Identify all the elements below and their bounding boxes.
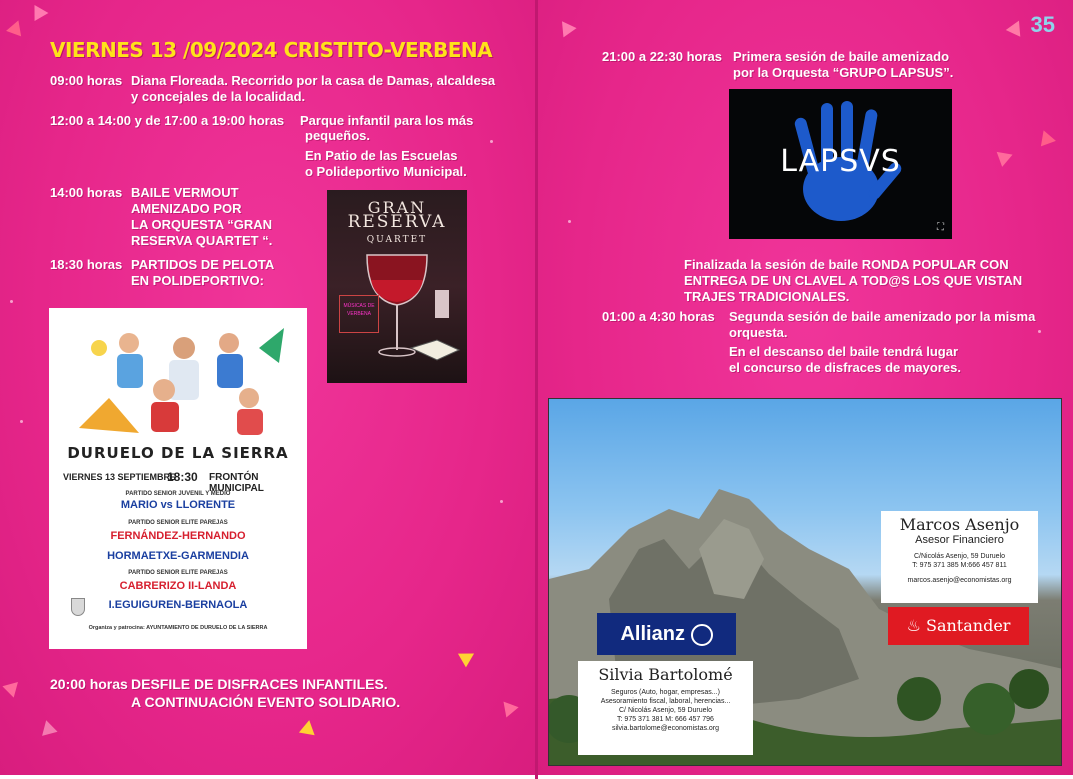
poster-category: PARTIDO SENIOR ELITE PAREJAS xyxy=(128,570,228,576)
event-text: BAILE VERMOUT xyxy=(131,185,239,200)
silvia-services: Seguros (Auto, hogar, empresas...) xyxy=(611,689,720,696)
event-text: o Polideportivo Municipal. xyxy=(305,164,467,179)
event-text: Diana Floreada. Recorrido por la casa de Damas, alcaldesa xyxy=(131,73,496,88)
confetti xyxy=(2,676,23,697)
confetti xyxy=(997,147,1016,167)
marcos-card xyxy=(881,511,1038,603)
gran-reserva-line3: QUARTET xyxy=(366,235,428,245)
event-text: pequeños. xyxy=(305,128,371,143)
speck xyxy=(490,140,493,143)
poster-match: CABRERIZO II-LANDA xyxy=(119,580,237,592)
confetti xyxy=(458,647,478,668)
allianz-text: Allianz xyxy=(620,623,685,645)
poster-match: HORMAETXE-GARMENDIA xyxy=(107,550,249,562)
allianz-eagle-icon xyxy=(691,624,713,646)
event-text: Primera sesión de baile amenizado xyxy=(733,49,950,64)
speck xyxy=(568,220,571,223)
event-time: 01:00 a 4:30 horas xyxy=(602,309,715,324)
event-text: y concejales de la localidad. xyxy=(131,89,306,104)
confetti xyxy=(555,17,576,38)
event-time: 09:00 horas xyxy=(50,73,123,88)
silvia-card xyxy=(578,661,753,755)
event-text: En el descanso del baile tendrá lugar xyxy=(729,344,959,359)
marcos-phone: T: 975 371 385 M:666 457 811 xyxy=(912,562,1007,569)
speck xyxy=(20,420,23,423)
poster-venue: FRONTÓN MUNICIPAL xyxy=(209,472,264,494)
event-text: TRAJES TRADICIONALES. xyxy=(684,289,850,304)
confetti xyxy=(38,718,57,736)
marcos-address: C/Nicolás Asenjo, 59 Duruelo xyxy=(913,553,1006,560)
event-text: PARTIDOS DE PELOTA xyxy=(131,257,275,272)
event-text: orquesta. xyxy=(729,325,788,340)
poster-match: I.EGUIGUREN-BERNAOLA xyxy=(108,599,248,611)
confetti xyxy=(6,18,26,37)
event-text: EN POLIDEPORTIVO: xyxy=(131,273,264,288)
silvia-phone: T: 975 371 381 M: 666 457 796 xyxy=(617,716,714,723)
event-text: DESFILE DE DISFRACES INFANTILES. xyxy=(131,676,388,692)
expand-icon[interactable]: ⛶ xyxy=(937,222,944,233)
poster-date: VIERNES 13 SEPTIEMBRE xyxy=(63,472,177,482)
event-time: 12:00 a 14:00 y de 17:00 a 19:00 horas xyxy=(50,113,285,128)
silvia-name: Silvia Bartolomé xyxy=(598,665,733,684)
wine-glass-icon xyxy=(327,190,467,383)
event-text: En Patio de las Escuelas xyxy=(305,148,458,163)
speck xyxy=(500,500,503,503)
event-text: ENTREGA DE UN CLAVEL A TOD@S LOS QUE VISTAN xyxy=(684,273,1023,288)
event-text: Segunda sesión de baile amenizado por la misma xyxy=(729,309,1036,324)
santander-logo xyxy=(888,607,1029,645)
bottom-strip xyxy=(0,775,535,779)
event-time: 20:00 horas xyxy=(50,676,128,692)
event-text: RESERVA QUARTET “. xyxy=(131,233,273,248)
confetti xyxy=(1036,128,1056,147)
confetti xyxy=(299,719,317,736)
poster-category: PARTIDO SENIOR JUVENIL Y MEDIO xyxy=(125,491,231,497)
page-number: 35 xyxy=(1030,12,1055,37)
gran-reserva-label: MÚSICAS DE VERBENA xyxy=(339,295,379,333)
event-text: el concurso de disfraces de mayores. xyxy=(729,360,961,375)
poster-footer: Organiza y patrocina: AYUNTAMIENTO DE DURUELO DE LA SIERRA xyxy=(88,625,268,631)
silvia-advice: Asesoramiento fiscal, laboral, herencias... xyxy=(600,698,731,705)
allianz-logo xyxy=(597,613,736,655)
confetti xyxy=(497,696,518,717)
gran-reserva-line1: GRAN xyxy=(367,198,427,217)
poster-match: MARIO vs LLORENTE xyxy=(120,499,236,511)
pelota-poster xyxy=(49,308,307,649)
event-text: por la Orquesta “GRUPO LAPSUS”. xyxy=(733,65,954,80)
event-text: A CONTINUACIÓN EVENTO SOLIDARIO. xyxy=(131,694,401,710)
silvia-address: C/ Nicolás Asenjo, 59 Duruelo xyxy=(619,707,712,714)
event-time: 14:00 horas xyxy=(50,185,123,200)
poster-category: PARTIDO SENIOR ELITE PAREJAS xyxy=(128,520,228,526)
left-page xyxy=(0,0,535,779)
event-text: Parque infantil para los más xyxy=(300,113,474,128)
page-title: VIERNES 13 /09/2024 CRISTITO-VERBENA xyxy=(50,38,493,62)
lapsus-text: LAPSVS xyxy=(780,144,901,179)
marcos-name: Marcos Asenjo xyxy=(899,515,1020,534)
event-text: AMENIZADO POR xyxy=(131,201,242,216)
players-illustration xyxy=(69,318,289,438)
event-time: 18:30 horas xyxy=(50,257,123,272)
poster-title: DURUELO DE LA SIERRA xyxy=(67,444,289,462)
speck xyxy=(10,300,13,303)
advertisement xyxy=(548,398,1062,766)
santander-flame-icon: ♨ xyxy=(906,616,921,635)
event-time: 21:00 a 22:30 horas xyxy=(602,49,722,64)
marcos-role: Asesor Financiero xyxy=(915,534,1004,546)
confetti xyxy=(28,1,49,21)
event-text: LA ORQUESTA “GRAN xyxy=(131,217,273,232)
speck xyxy=(1038,330,1041,333)
santander-text: Santander xyxy=(926,616,1011,635)
town-shield-icon xyxy=(71,598,85,616)
bottom-strip xyxy=(538,775,1073,779)
silvia-email[interactable]: silvia.bartolome@economistas.org xyxy=(611,725,720,732)
lapsus-logo xyxy=(729,89,952,239)
poster-time: 18:30 xyxy=(167,470,198,484)
gran-reserva-poster xyxy=(327,190,467,383)
gran-reserva-line2: RESERVA xyxy=(347,212,447,232)
poster-match: FERNÁNDEZ-HERNANDO xyxy=(110,530,246,542)
event-text: Finalizada la sesión de baile RONDA POPULAR CON xyxy=(684,257,1009,272)
marcos-email[interactable]: marcos.asenjo@economistas.org xyxy=(907,577,1012,584)
confetti xyxy=(1006,17,1026,36)
